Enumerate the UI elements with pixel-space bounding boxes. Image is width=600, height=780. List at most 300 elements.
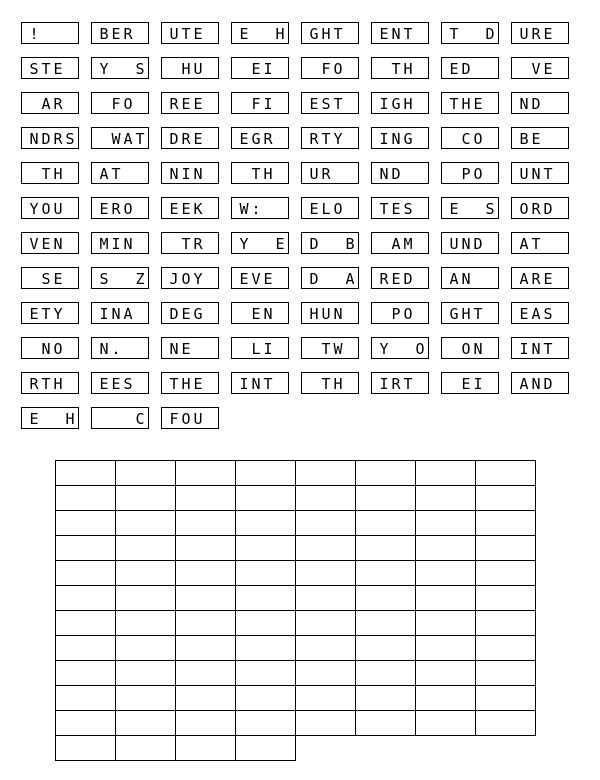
tile-letter: R bbox=[379, 270, 389, 288]
letter-tile[interactable] bbox=[21, 92, 79, 114]
answer-cell[interactable] bbox=[235, 485, 296, 511]
letter-tile[interactable] bbox=[91, 127, 149, 149]
answer-cell[interactable] bbox=[355, 485, 416, 511]
answer-cell[interactable] bbox=[295, 485, 356, 511]
tile-letter: N bbox=[461, 270, 471, 288]
letter-tile[interactable] bbox=[21, 127, 79, 149]
tile-letter: A bbox=[391, 235, 401, 253]
tile-letter: A bbox=[123, 130, 133, 148]
letter-tile[interactable] bbox=[21, 57, 79, 79]
tile-letter: E bbox=[379, 25, 389, 43]
letter-tile[interactable] bbox=[91, 302, 149, 324]
letter-tile[interactable] bbox=[511, 267, 569, 289]
tile-letter: N bbox=[333, 305, 343, 323]
letter-tile[interactable] bbox=[91, 22, 149, 44]
tile-letter: T bbox=[403, 375, 413, 393]
tile-letter: Y bbox=[53, 305, 63, 323]
answer-cell[interactable] bbox=[235, 535, 296, 561]
letter-tile[interactable] bbox=[161, 267, 219, 289]
answer-cell[interactable] bbox=[355, 635, 416, 661]
letter-tile[interactable] bbox=[21, 302, 79, 324]
tile-letter: U bbox=[309, 165, 319, 183]
answer-cell[interactable] bbox=[175, 710, 236, 736]
tile-letter: U bbox=[449, 235, 459, 253]
letter-tile[interactable] bbox=[231, 197, 289, 219]
tile-letter: H bbox=[181, 60, 191, 78]
tile-letter: N bbox=[53, 235, 63, 253]
answer-cell[interactable] bbox=[115, 560, 176, 586]
tile-letter: A bbox=[99, 165, 109, 183]
tile-letter: Z bbox=[135, 270, 145, 288]
answer-cell[interactable] bbox=[475, 635, 536, 661]
tile-letter: D bbox=[403, 270, 413, 288]
answer-cell[interactable] bbox=[235, 710, 296, 736]
tile-letter: D bbox=[543, 200, 553, 218]
tile-letter: Y bbox=[333, 130, 343, 148]
answer-cell[interactable] bbox=[355, 660, 416, 686]
answer-cell[interactable] bbox=[475, 485, 536, 511]
answer-cell[interactable] bbox=[175, 510, 236, 536]
answer-cell[interactable] bbox=[295, 585, 356, 611]
tile-letter: : bbox=[251, 200, 261, 218]
answer-cell[interactable] bbox=[115, 610, 176, 636]
letter-tile[interactable] bbox=[231, 162, 289, 184]
answer-cell[interactable] bbox=[355, 535, 416, 561]
answer-cell[interactable] bbox=[475, 610, 536, 636]
letter-tile[interactable] bbox=[231, 127, 289, 149]
tile-letter: E bbox=[239, 130, 249, 148]
answer-cell[interactable] bbox=[355, 510, 416, 536]
answer-cell[interactable] bbox=[115, 485, 176, 511]
tile-letter: R bbox=[531, 25, 541, 43]
letter-tile[interactable] bbox=[231, 22, 289, 44]
answer-cell[interactable] bbox=[295, 635, 356, 661]
letter-tile[interactable] bbox=[231, 267, 289, 289]
letter-tile[interactable] bbox=[441, 372, 499, 394]
tile-letter: O bbox=[461, 340, 471, 358]
answer-cell[interactable] bbox=[175, 735, 236, 761]
letter-tile[interactable] bbox=[21, 407, 79, 429]
letter-tile[interactable] bbox=[161, 92, 219, 114]
answer-cell[interactable] bbox=[415, 710, 476, 736]
letter-tile[interactable] bbox=[91, 407, 149, 429]
answer-cell[interactable] bbox=[55, 735, 116, 761]
letter-tile[interactable] bbox=[371, 92, 429, 114]
answer-cell[interactable] bbox=[55, 535, 116, 561]
letter-tile[interactable] bbox=[301, 267, 359, 289]
answer-cell[interactable] bbox=[415, 510, 476, 536]
tile-letter: H bbox=[403, 60, 413, 78]
letter-tile[interactable] bbox=[371, 127, 429, 149]
tile-letter: D bbox=[309, 270, 319, 288]
tile-letter: S bbox=[29, 60, 39, 78]
answer-cell[interactable] bbox=[55, 610, 116, 636]
letter-tile[interactable] bbox=[301, 372, 359, 394]
letter-tile[interactable] bbox=[161, 302, 219, 324]
letter-tile[interactable] bbox=[231, 92, 289, 114]
tile-letter: I bbox=[519, 340, 529, 358]
tile-letter: G bbox=[391, 95, 401, 113]
letter-tile[interactable] bbox=[441, 337, 499, 359]
tile-letter: E bbox=[251, 60, 261, 78]
letter-tile[interactable] bbox=[511, 22, 569, 44]
tile-letter: O bbox=[415, 340, 425, 358]
answer-cell[interactable] bbox=[295, 685, 356, 711]
letter-tile[interactable] bbox=[511, 162, 569, 184]
tile-letter: Y bbox=[99, 60, 109, 78]
tile-letter: W bbox=[111, 130, 121, 148]
answer-cell[interactable] bbox=[475, 460, 536, 486]
answer-cell[interactable] bbox=[355, 610, 416, 636]
letter-tile[interactable] bbox=[371, 162, 429, 184]
letter-tile[interactable] bbox=[441, 92, 499, 114]
letter-tile[interactable] bbox=[91, 92, 149, 114]
letter-tile[interactable] bbox=[511, 372, 569, 394]
letter-tile[interactable] bbox=[231, 232, 289, 254]
tile-letter: E bbox=[263, 270, 273, 288]
tile-letter: Y bbox=[379, 340, 389, 358]
tile-letter: H bbox=[309, 305, 319, 323]
tile-letter: O bbox=[123, 200, 133, 218]
tile-letter: E bbox=[309, 200, 319, 218]
letter-tile[interactable] bbox=[21, 372, 79, 394]
answer-cell[interactable] bbox=[295, 610, 356, 636]
tile-letter: R bbox=[111, 200, 121, 218]
answer-cell[interactable] bbox=[415, 560, 476, 586]
answer-cell[interactable] bbox=[115, 585, 176, 611]
tile-letter: R bbox=[193, 235, 203, 253]
tile-letter: T bbox=[181, 235, 191, 253]
tile-letter: S bbox=[321, 95, 331, 113]
tile-letter: T bbox=[449, 25, 459, 43]
letter-tile[interactable] bbox=[161, 372, 219, 394]
tile-letter: T bbox=[379, 200, 389, 218]
tile-letter: H bbox=[65, 410, 75, 428]
tile-letter: E bbox=[29, 305, 39, 323]
tile-letter: T bbox=[333, 95, 343, 113]
tile-letter: T bbox=[333, 25, 343, 43]
letter-tile[interactable] bbox=[91, 57, 149, 79]
tile-letter: T bbox=[531, 235, 541, 253]
answer-cell[interactable] bbox=[355, 460, 416, 486]
letter-tile[interactable] bbox=[441, 162, 499, 184]
letter-tile[interactable] bbox=[511, 127, 569, 149]
answer-cell[interactable] bbox=[235, 635, 296, 661]
letter-tile[interactable] bbox=[301, 127, 359, 149]
answer-cell[interactable] bbox=[295, 710, 356, 736]
answer-cell[interactable] bbox=[415, 610, 476, 636]
letter-tile[interactable] bbox=[441, 267, 499, 289]
tile-letter: E bbox=[391, 200, 401, 218]
answer-cell[interactable] bbox=[115, 635, 176, 661]
answer-cell[interactable] bbox=[175, 610, 236, 636]
letter-tile[interactable] bbox=[91, 197, 149, 219]
answer-cell[interactable] bbox=[55, 485, 116, 511]
letter-tile[interactable] bbox=[91, 162, 149, 184]
tile-letter: O bbox=[473, 130, 483, 148]
answer-cell[interactable] bbox=[355, 585, 416, 611]
tile-letter: E bbox=[531, 130, 541, 148]
answer-cell[interactable] bbox=[415, 485, 476, 511]
letter-tile[interactable] bbox=[21, 337, 79, 359]
tile-letter: N bbox=[193, 165, 203, 183]
tile-letter: C bbox=[461, 130, 471, 148]
answer-cell[interactable] bbox=[115, 710, 176, 736]
tile-letter: N bbox=[263, 305, 273, 323]
answer-cell[interactable] bbox=[355, 560, 416, 586]
answer-cell[interactable] bbox=[55, 460, 116, 486]
tile-letter: E bbox=[193, 95, 203, 113]
letter-tile[interactable] bbox=[161, 337, 219, 359]
tile-letter: U bbox=[169, 25, 179, 43]
tile-letter: V bbox=[29, 235, 39, 253]
tile-letter: R bbox=[391, 375, 401, 393]
answer-cell[interactable] bbox=[235, 685, 296, 711]
letter-tile[interactable] bbox=[161, 232, 219, 254]
letter-tile[interactable] bbox=[161, 22, 219, 44]
tile-letter: N bbox=[531, 340, 541, 358]
tile-letter: A bbox=[449, 270, 459, 288]
answer-cell[interactable] bbox=[175, 560, 236, 586]
tile-letter: ! bbox=[29, 25, 39, 43]
tile-letter: A bbox=[519, 375, 529, 393]
tile-letter: N bbox=[29, 130, 39, 148]
letter-tile[interactable] bbox=[511, 57, 569, 79]
letter-tile[interactable] bbox=[231, 372, 289, 394]
letter-tile[interactable] bbox=[161, 197, 219, 219]
letter-tile[interactable] bbox=[371, 372, 429, 394]
tile-letter: H bbox=[403, 95, 413, 113]
answer-cell[interactable] bbox=[55, 560, 116, 586]
tile-letter: I bbox=[181, 165, 191, 183]
answer-cell[interactable] bbox=[55, 660, 116, 686]
answer-cell[interactable] bbox=[115, 510, 176, 536]
tile-letter: H bbox=[263, 165, 273, 183]
answer-cell[interactable] bbox=[115, 685, 176, 711]
answer-cell[interactable] bbox=[175, 635, 236, 661]
letter-tile[interactable] bbox=[91, 337, 149, 359]
answer-cell[interactable] bbox=[355, 685, 416, 711]
answer-cell[interactable] bbox=[475, 510, 536, 536]
answer-cell[interactable] bbox=[475, 660, 536, 686]
letter-tile[interactable] bbox=[21, 197, 79, 219]
tile-letter: E bbox=[473, 95, 483, 113]
letter-tile[interactable] bbox=[21, 267, 79, 289]
answer-cell[interactable] bbox=[175, 585, 236, 611]
tile-letter: R bbox=[263, 130, 273, 148]
answer-cell[interactable] bbox=[175, 660, 236, 686]
letter-tile[interactable] bbox=[511, 337, 569, 359]
letter-tile[interactable] bbox=[441, 232, 499, 254]
tile-letter: R bbox=[53, 130, 63, 148]
tile-letter: D bbox=[543, 375, 553, 393]
answer-cell[interactable] bbox=[235, 510, 296, 536]
letter-tile[interactable] bbox=[511, 232, 569, 254]
tile-letter: H bbox=[461, 305, 471, 323]
tile-letter: D bbox=[531, 95, 541, 113]
letter-tile[interactable] bbox=[161, 127, 219, 149]
letter-tile[interactable] bbox=[21, 232, 79, 254]
answer-cell[interactable] bbox=[475, 560, 536, 586]
tile-letter: I bbox=[379, 130, 389, 148]
tile-letter: E bbox=[53, 270, 63, 288]
answer-cell[interactable] bbox=[415, 460, 476, 486]
tile-letter: E bbox=[181, 95, 191, 113]
tile-letter: J bbox=[169, 270, 179, 288]
answer-cell[interactable] bbox=[55, 635, 116, 661]
answer-cell[interactable] bbox=[475, 685, 536, 711]
tile-letter: E bbox=[449, 60, 459, 78]
tile-letter: I bbox=[99, 305, 109, 323]
tile-letter: E bbox=[111, 25, 121, 43]
answer-cell[interactable] bbox=[175, 685, 236, 711]
letter-tile[interactable] bbox=[441, 127, 499, 149]
letter-tile[interactable] bbox=[441, 302, 499, 324]
answer-cell[interactable] bbox=[55, 685, 116, 711]
tile-letter: T bbox=[263, 375, 273, 393]
tile-letter: K bbox=[193, 200, 203, 218]
letter-tile[interactable] bbox=[21, 162, 79, 184]
tile-letter: S bbox=[543, 305, 553, 323]
letter-tile[interactable] bbox=[511, 197, 569, 219]
letter-tile[interactable] bbox=[371, 337, 429, 359]
tile-letter: Y bbox=[193, 270, 203, 288]
letter-tile[interactable] bbox=[301, 302, 359, 324]
letter-tile[interactable] bbox=[91, 267, 149, 289]
tile-letter: R bbox=[53, 95, 63, 113]
answer-cell[interactable] bbox=[295, 510, 356, 536]
answer-cell[interactable] bbox=[55, 585, 116, 611]
tile-letter: E bbox=[519, 305, 529, 323]
letter-tile[interactable] bbox=[371, 197, 429, 219]
tile-letter: H bbox=[333, 375, 343, 393]
answer-cell[interactable] bbox=[175, 535, 236, 561]
letter-tile[interactable] bbox=[91, 372, 149, 394]
answer-cell[interactable] bbox=[415, 685, 476, 711]
tile-letter: E bbox=[181, 200, 191, 218]
tile-letter: V bbox=[251, 270, 261, 288]
answer-cell[interactable] bbox=[295, 560, 356, 586]
tile-letter: T bbox=[543, 340, 553, 358]
answer-cell[interactable] bbox=[235, 560, 296, 586]
letter-tile[interactable] bbox=[301, 22, 359, 44]
tile-letter: U bbox=[193, 60, 203, 78]
letter-tile[interactable] bbox=[441, 197, 499, 219]
letter-tile[interactable] bbox=[161, 162, 219, 184]
tile-letter: O bbox=[123, 95, 133, 113]
tile-letter: R bbox=[181, 130, 191, 148]
letter-tile[interactable] bbox=[21, 22, 79, 44]
tile-letter: I bbox=[379, 95, 389, 113]
letter-tile[interactable] bbox=[301, 337, 359, 359]
tile-letter: F bbox=[321, 60, 331, 78]
tile-letter: R bbox=[321, 165, 331, 183]
letter-tile[interactable] bbox=[301, 197, 359, 219]
letter-tile[interactable] bbox=[161, 57, 219, 79]
answer-cell[interactable] bbox=[415, 585, 476, 611]
answer-cell[interactable] bbox=[55, 510, 116, 536]
letter-tile[interactable] bbox=[511, 92, 569, 114]
tile-letter: T bbox=[41, 375, 51, 393]
tile-letter: E bbox=[181, 305, 191, 323]
letter-tile[interactable] bbox=[231, 337, 289, 359]
answer-cell[interactable] bbox=[115, 660, 176, 686]
letter-tile[interactable] bbox=[441, 22, 499, 44]
tile-letter: W bbox=[333, 340, 343, 358]
tile-letter: H bbox=[181, 375, 191, 393]
letter-tile[interactable] bbox=[301, 162, 359, 184]
answer-cell[interactable] bbox=[235, 660, 296, 686]
letter-tile[interactable] bbox=[371, 22, 429, 44]
tile-letter: Y bbox=[239, 235, 249, 253]
letter-tile[interactable] bbox=[511, 302, 569, 324]
tile-letter: M bbox=[99, 235, 109, 253]
answer-cell[interactable] bbox=[295, 460, 356, 486]
answer-cell[interactable] bbox=[235, 585, 296, 611]
answer-cell[interactable] bbox=[115, 460, 176, 486]
tile-letter: G bbox=[193, 305, 203, 323]
answer-cell[interactable] bbox=[235, 735, 296, 761]
letter-tile[interactable] bbox=[441, 57, 499, 79]
letter-tile[interactable] bbox=[301, 232, 359, 254]
tile-letter: S bbox=[485, 200, 495, 218]
tile-letter: E bbox=[169, 200, 179, 218]
letter-tile[interactable] bbox=[231, 57, 289, 79]
tile-letter: E bbox=[391, 270, 401, 288]
answer-cell[interactable] bbox=[415, 535, 476, 561]
answer-cell[interactable] bbox=[475, 710, 536, 736]
tile-letter: O bbox=[403, 305, 413, 323]
tile-letter: T bbox=[321, 340, 331, 358]
letter-tile[interactable] bbox=[371, 267, 429, 289]
letter-tile[interactable] bbox=[231, 302, 289, 324]
tile-letter: O bbox=[181, 410, 191, 428]
tile-letter: E bbox=[193, 375, 203, 393]
letter-tile[interactable] bbox=[301, 57, 359, 79]
letter-tile[interactable] bbox=[371, 232, 429, 254]
answer-cell[interactable] bbox=[55, 710, 116, 736]
tile-letter: R bbox=[309, 130, 319, 148]
answer-cell[interactable] bbox=[115, 735, 176, 761]
tile-letter: O bbox=[181, 270, 191, 288]
letter-tile[interactable] bbox=[301, 92, 359, 114]
tile-letter: E bbox=[29, 410, 39, 428]
answer-cell[interactable] bbox=[475, 585, 536, 611]
answer-cell[interactable] bbox=[115, 535, 176, 561]
answer-cell[interactable] bbox=[415, 635, 476, 661]
answer-cell[interactable] bbox=[295, 535, 356, 561]
tile-letter: E bbox=[251, 305, 261, 323]
tile-letter: D bbox=[485, 25, 495, 43]
answer-cell[interactable] bbox=[235, 610, 296, 636]
answer-cell[interactable] bbox=[355, 710, 416, 736]
letter-tile[interactable] bbox=[161, 407, 219, 429]
tile-letter: B bbox=[345, 235, 355, 253]
tile-letter: G bbox=[449, 305, 459, 323]
letter-tile[interactable] bbox=[371, 57, 429, 79]
answer-cell[interactable] bbox=[175, 460, 236, 486]
tile-letter: N bbox=[461, 235, 471, 253]
answer-cell[interactable] bbox=[235, 460, 296, 486]
tile-letter: E bbox=[193, 130, 203, 148]
answer-cell[interactable] bbox=[175, 485, 236, 511]
answer-cell[interactable] bbox=[415, 660, 476, 686]
letter-tile[interactable] bbox=[371, 302, 429, 324]
letter-tile[interactable] bbox=[91, 232, 149, 254]
tile-letter: H bbox=[275, 25, 285, 43]
answer-cell[interactable] bbox=[475, 535, 536, 561]
answer-cell[interactable] bbox=[295, 660, 356, 686]
